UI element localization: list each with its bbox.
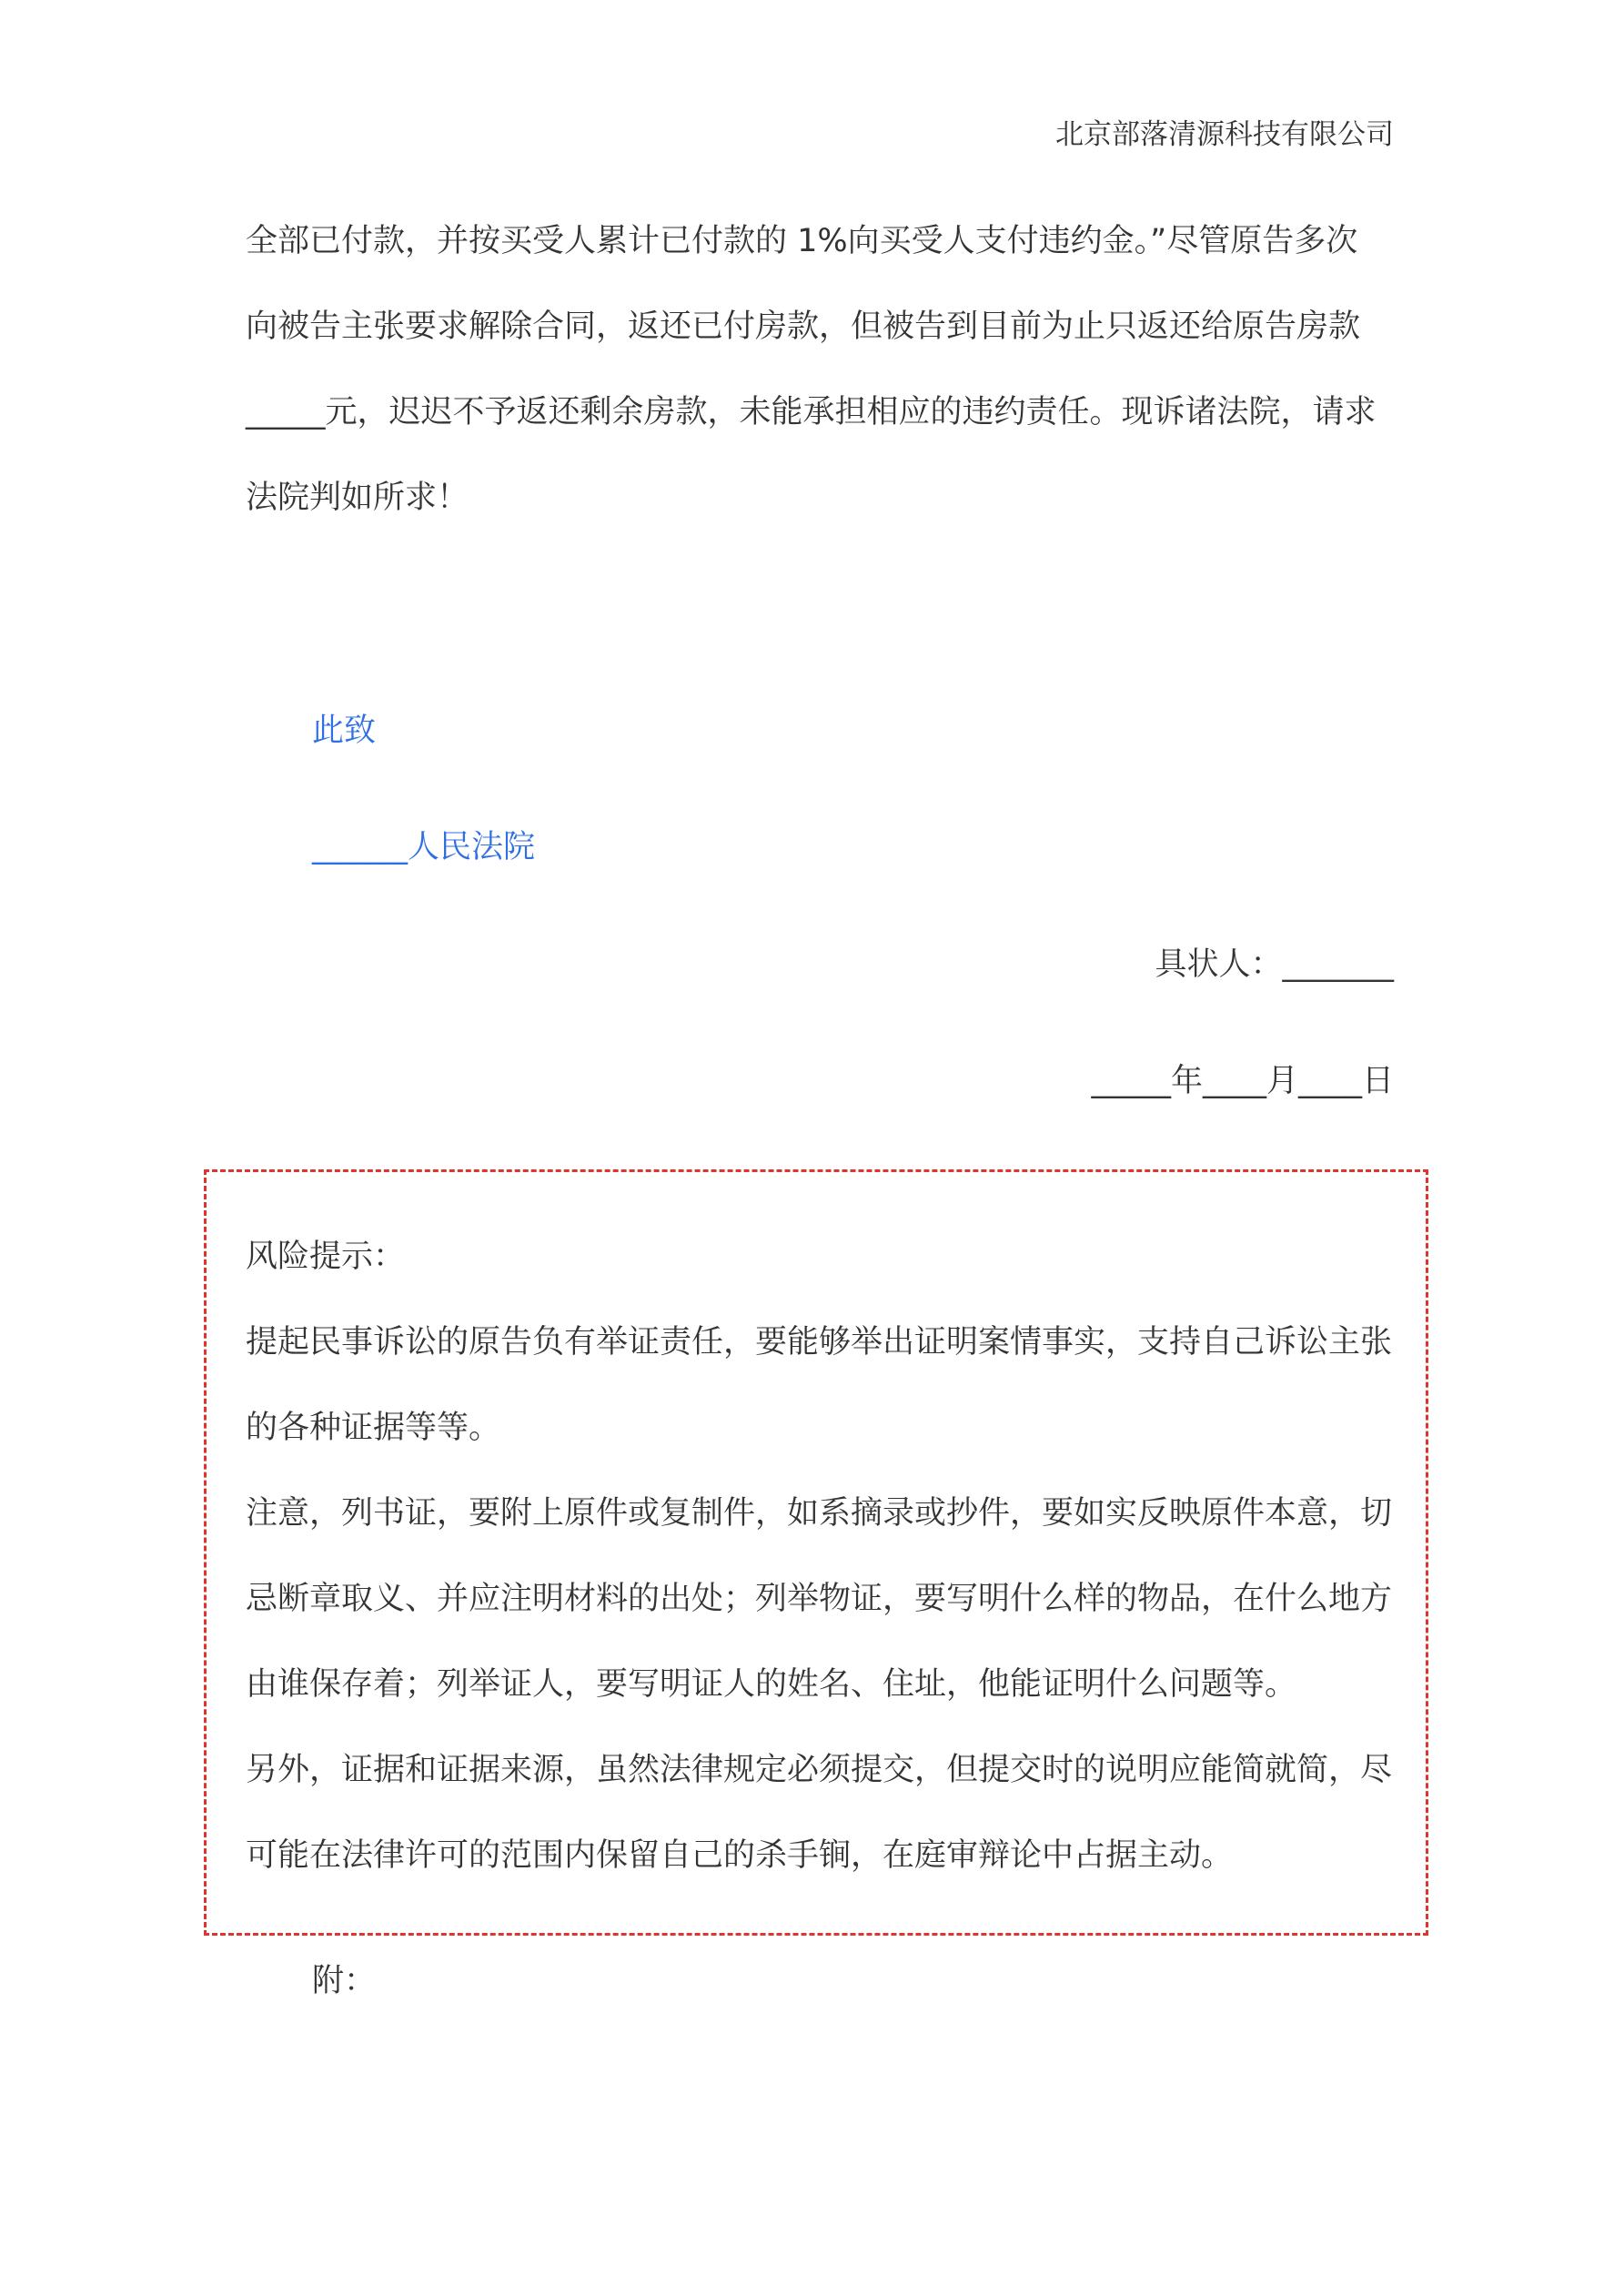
risk-notice-title: 风险提示： <box>246 1239 406 1275</box>
risk-notice-line: 另外，证据和证据来源，虽然法律规定必须提交，但提交时的说明应能简就简，尽 <box>246 1752 1393 1788</box>
body-line: _____元，迟迟不予返还剩余房款，未能承担相应的违约责任。现诉诸法院，请求 <box>246 394 1377 430</box>
risk-notice-line: 提起民事诉讼的原告负有举证责任，要能够举出证明案情事实，支持自己诉讼主张 <box>246 1324 1393 1360</box>
risk-notice-line: 由谁保存着；列举证人，要写明证人的姓名、住址，他能证明什么问题等。 <box>246 1666 1297 1703</box>
body-line: 向被告主张要求解除合同，返还已付房款，但被告到目前为止只返还给原告房款 <box>246 308 1361 345</box>
risk-notice-content <box>246 1214 1392 1898</box>
complaint-body <box>246 198 1392 541</box>
body-line: 全部已付款，并按买受人累计已付款的 1%向买受人支付违约金。”尽管原告多次 <box>246 223 1358 259</box>
court-name: ______人民法院 <box>312 829 536 865</box>
body-line: 法院判如所求！ <box>246 480 469 516</box>
risk-notice-line: 的各种证据等等。 <box>246 1410 501 1446</box>
salutation: 此致 <box>312 713 377 749</box>
header-company-name: 北京部落清源科技有限公司 <box>1055 118 1394 151</box>
attachment-label: 附： <box>312 1963 377 1999</box>
risk-notice-line: 注意，列书证，要附上原件或复制件，如系摘录或抄件，要如实反映原件本意，切 <box>246 1495 1393 1532</box>
risk-notice-line: 忌断章取义、并应注明材料的出处；列举物证，要写明什么样的物品，在什么地方 <box>246 1581 1393 1617</box>
plaintiff-signature: 具状人：_______ <box>1155 946 1394 983</box>
signature-date: _____年____月____日 <box>1091 1063 1394 1099</box>
risk-notice-line: 可能在法律许可的范围内保留自己的杀手锏，在庭审辩论中占据主动。 <box>246 1837 1234 1874</box>
